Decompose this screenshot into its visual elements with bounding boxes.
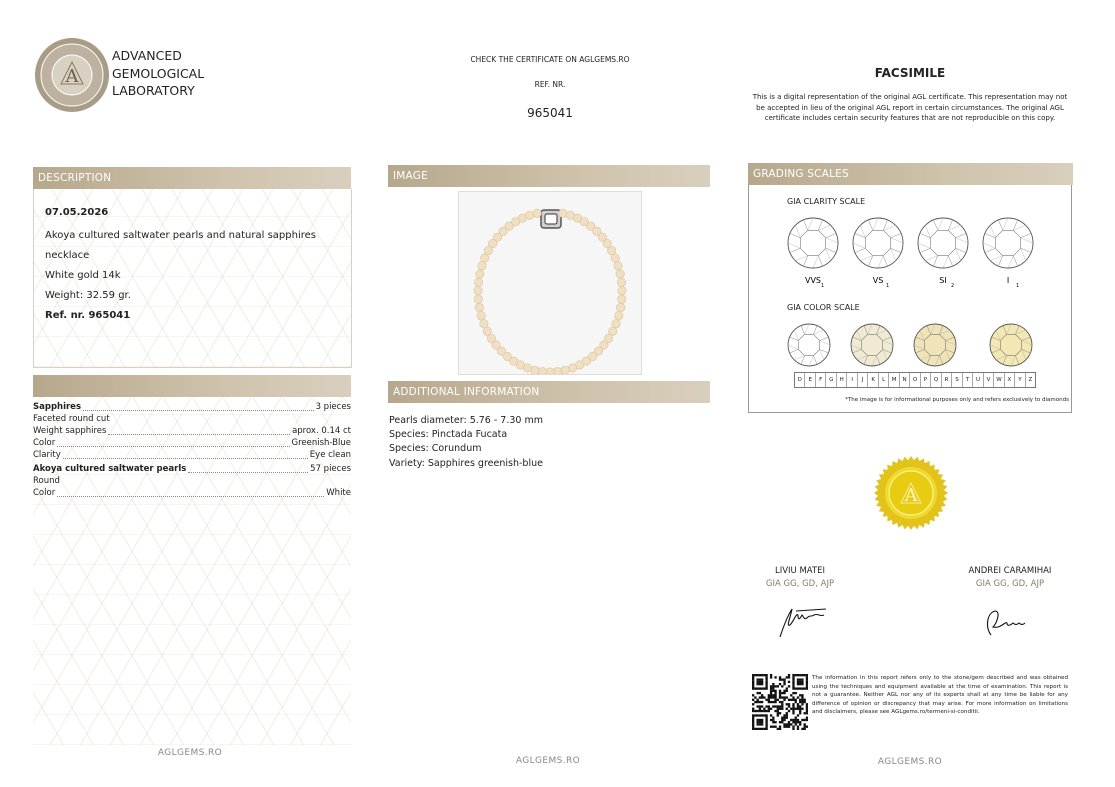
pearl — [474, 287, 482, 295]
pearl — [538, 367, 546, 374]
details-row — [33, 464, 351, 476]
color-grade-letter: I — [846, 373, 856, 387]
color-diamond-icon — [851, 324, 893, 366]
pearl — [616, 303, 624, 311]
details-row-label: Akoya cultured saltwater pearls — [33, 464, 187, 474]
pearl — [568, 364, 576, 372]
ref-label: REF. NR. — [534, 80, 566, 89]
dot-leader — [188, 472, 308, 473]
color-grade-letter: P — [920, 373, 930, 387]
signer-name: ANDREI CARAMIHAI — [968, 566, 1052, 576]
pearl — [546, 368, 554, 374]
clarity-diamond-icon — [788, 218, 838, 268]
clarity-scale-title: GIA CLARITY SCALE — [787, 197, 866, 206]
color-grade-letter: N — [899, 373, 909, 387]
details-row-value: 57 pieces — [310, 464, 351, 474]
color-grade-letter: S — [951, 373, 961, 387]
grading-header: GRADING SCALES — [748, 163, 1073, 185]
description-header: DESCRIPTION — [33, 167, 351, 189]
details-header — [33, 375, 351, 397]
footer-right: AGLGEMS.RO — [877, 757, 943, 767]
facsimile-note: This is a digital representation of the original AGL certificate. This representation may not be accepted in lieu of the original AGL report in certain circumstances. The original AGL certificate includes certain security features that are not reproducible on this copy. — [752, 93, 1068, 122]
clarity-label: VS — [872, 276, 884, 285]
pearl — [607, 246, 615, 254]
additional-header: ADDITIONAL INFORMATION — [388, 381, 710, 403]
color-diamond-icon — [990, 324, 1032, 366]
species-sapphire: Species: Corundum — [389, 443, 482, 455]
color-grade-letter: W — [993, 373, 1003, 387]
pearl — [474, 278, 482, 286]
details-row — [33, 426, 351, 438]
details-row-label: Faceted round cut — [33, 414, 110, 424]
ref-number: 965041 — [527, 106, 573, 120]
additional-info — [389, 414, 543, 471]
lab-logo — [33, 36, 111, 114]
facsimile-title: FACSIMILE — [874, 66, 946, 80]
pearl — [618, 295, 626, 303]
clarity-diamond-icon — [983, 218, 1033, 268]
pearl — [531, 366, 539, 374]
details-row — [33, 488, 351, 500]
color-grade-letter: J — [857, 373, 867, 387]
details-row-label: Color — [33, 438, 56, 448]
details-row-label: Color — [33, 488, 56, 498]
details-row-label: Round — [33, 476, 60, 486]
grading-note: *The image is for informational purposes only and refers exclusively to diamonds — [845, 397, 1069, 403]
pearl — [475, 303, 483, 311]
clarity-label: VVS — [804, 276, 822, 285]
color-letter-strip — [794, 372, 1036, 388]
details-row-label: Sapphires — [33, 402, 82, 412]
check-certificate-text: CHECK THE CERTIFICATE ON AGLGEMS.RO — [470, 55, 630, 64]
color-grade-letter: F — [815, 373, 825, 387]
clarity-label: I — [1006, 276, 1010, 285]
pearl — [526, 211, 534, 219]
color-grade-letter: U — [972, 373, 982, 387]
color-grade-letter: Y — [1014, 373, 1024, 387]
clarity-sub: 2 — [951, 283, 955, 289]
dot-leader — [63, 458, 308, 459]
details-row-value: Greenish-Blue — [291, 438, 351, 448]
clarity-diamond-icon — [853, 218, 903, 268]
color-grade-letter: D — [797, 377, 802, 383]
color-diamond-icon — [788, 324, 830, 366]
signature-1 — [740, 566, 860, 649]
color-grade-letter: T — [962, 373, 972, 387]
description-date: 07.05.2026 — [45, 207, 109, 218]
details-row — [33, 402, 351, 414]
dot-leader — [108, 434, 290, 435]
color-scale-title: GIA COLOR SCALE — [787, 303, 860, 312]
svg-text:A: A — [904, 485, 918, 506]
details-row-value: aprox. 0.14 ct — [292, 426, 351, 436]
description-metal: White gold 14k — [45, 270, 121, 281]
footer-middle: AGLGEMS.RO — [515, 756, 581, 766]
signature-2 — [945, 566, 1075, 649]
image-header: IMAGE — [388, 165, 710, 187]
clarity-sub: 1 — [1016, 283, 1020, 289]
details-row-value: Eye clean — [309, 450, 351, 460]
color-diamond-icon — [914, 324, 956, 366]
pearl — [612, 320, 620, 328]
product-image — [458, 191, 642, 375]
pearl — [478, 262, 486, 270]
pearl — [611, 254, 619, 262]
lab-name: ADVANCED GEMOLOGICAL LABORATORY — [112, 48, 205, 98]
pearl — [553, 367, 561, 374]
pearl — [559, 209, 567, 217]
signer-name: LIVIU MATEI — [774, 566, 826, 576]
pearl — [480, 320, 488, 328]
pearl — [533, 209, 541, 217]
color-grade-letter: H — [836, 373, 846, 387]
clarity-label: SI — [939, 276, 947, 285]
signer-titles: GIA GG, GD, AJP — [765, 579, 835, 589]
dot-leader — [57, 496, 324, 497]
grading-panel — [748, 185, 1072, 413]
color-diamonds — [749, 319, 1073, 379]
pearl — [614, 262, 622, 270]
clarity-sub: 1 — [886, 283, 890, 289]
species-pearls: Species: Pinctada Fucata — [389, 429, 508, 441]
color-grade-letter: E — [804, 373, 814, 387]
details-row — [33, 414, 351, 426]
details-row — [33, 476, 351, 488]
pearls-diameter: Pearls diameter: 5.76 - 7.30 mm — [389, 415, 543, 426]
color-grade-letter: Q — [930, 373, 940, 387]
clarity-diamond-icon — [918, 218, 968, 268]
color-grade-letter: M — [888, 373, 898, 387]
details-row-label: Weight sapphires — [33, 426, 107, 436]
handwritten-signature — [740, 595, 860, 645]
details-row-value: 3 pieces — [315, 402, 351, 412]
pearl — [476, 270, 484, 278]
description-ref: Ref. nr. 965041 — [45, 310, 131, 321]
details-row — [33, 450, 351, 462]
color-grade-letter: X — [1004, 373, 1014, 387]
svg-text:A: A — [65, 66, 79, 87]
pearl — [617, 278, 625, 286]
qr-code[interactable] — [752, 674, 808, 730]
details-row-value: White — [326, 488, 351, 498]
pearl — [481, 254, 489, 262]
disclaimer-text: The information in this report refers only to the stone/gem described and was obtained using the techniques and equipment available at the time of examination. This report is not a guarantee. Neither AGL nor any of its experts shall at any time be liable for any difference of opinion or discrepancy that may arise. For more information on limitations and disclaimers, please see AGLgems.ro/termeni-si-conditii. — [812, 675, 1068, 716]
pearl — [561, 366, 569, 374]
dot-leader — [83, 410, 314, 411]
footer-left: AGLGEMS.RO — [157, 748, 223, 758]
details-row — [33, 438, 351, 450]
variety: Variety: Sapphires greenish-blue — [389, 457, 543, 469]
color-grade-letter: V — [983, 373, 993, 387]
gold-seal — [873, 455, 949, 531]
pearl — [618, 287, 626, 295]
color-grade-letter: O — [909, 373, 919, 387]
pearl — [616, 270, 624, 278]
color-grade-letter: R — [941, 373, 951, 387]
description-panel — [33, 189, 352, 368]
description-item: Akoya cultured saltwater pearls and natural sapphires necklace — [45, 230, 316, 261]
clarity-sub: 1 — [821, 283, 825, 289]
dot-leader — [57, 446, 289, 447]
signer-titles: GIA GG, GD, AJP — [975, 579, 1045, 589]
pearl — [483, 327, 491, 335]
color-grade-letter: K — [867, 373, 877, 387]
handwritten-signature — [945, 595, 1075, 645]
details-row-label: Clarity — [33, 450, 61, 460]
pearl — [615, 312, 623, 320]
description-weight: Weight: 32.59 gr. — [45, 290, 131, 301]
color-grade-letter: Z — [1025, 373, 1035, 387]
color-grade-letter: L — [878, 373, 888, 387]
color-grade-letter: G — [825, 373, 835, 387]
pearl — [477, 312, 485, 320]
pearl — [474, 295, 482, 303]
